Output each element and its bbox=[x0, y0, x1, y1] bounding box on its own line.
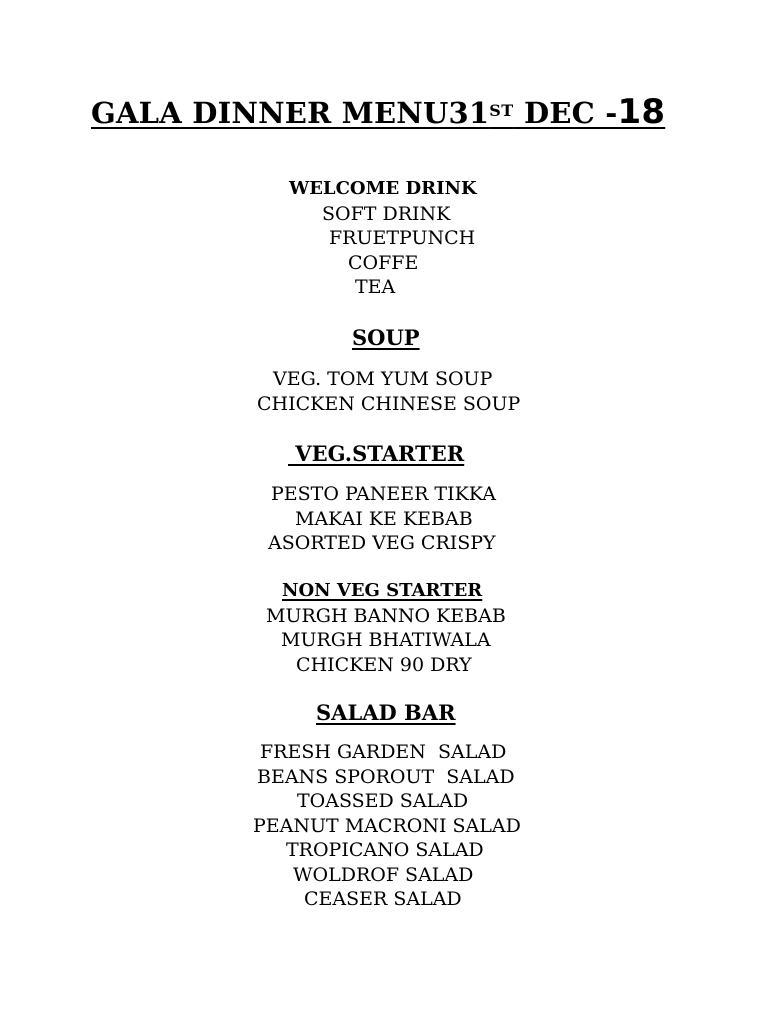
welcome-drink-section bbox=[0, 177, 768, 300]
non-veg-starter-item: CHICKEN 90 DRY bbox=[290, 653, 472, 676]
welcome-drink-item: FRUETPUNCH bbox=[329, 227, 476, 249]
soup-item: CHICKEN CHINESE SOUP bbox=[257, 392, 521, 415]
soup-heading: SOUP bbox=[352, 325, 420, 350]
salad-bar-item: BEANS SPOROUT SALAD bbox=[257, 765, 515, 788]
salad-bar-section bbox=[0, 700, 768, 912]
welcome-drink-item: COFFE bbox=[348, 251, 419, 274]
welcome-drink-heading: WELCOME DRINK bbox=[289, 178, 477, 199]
salad-bar-item: WOLDROF SALAD bbox=[293, 863, 474, 886]
veg-starter-item: MAKAI KE KEBAB bbox=[295, 507, 473, 530]
salad-bar-item: TROPICANO SALAD bbox=[286, 839, 484, 861]
non-veg-starter-item: MURGH BHATIWALA bbox=[281, 629, 491, 651]
title-main: GALA DINNER MENU31 bbox=[91, 96, 490, 130]
page-title bbox=[91, 92, 671, 133]
veg-starter-item: PESTO PANEER TIKKA bbox=[271, 483, 496, 505]
non-veg-starter-section bbox=[0, 579, 768, 677]
title-month: DEC - bbox=[513, 96, 618, 130]
soup-section bbox=[0, 325, 768, 416]
veg-starter-heading: VEG.STARTER bbox=[288, 441, 465, 466]
non-veg-starter-heading: NON VEG STARTER bbox=[282, 580, 483, 601]
welcome-drink-item: TEA bbox=[355, 276, 396, 298]
soup-item: VEG. TOM YUM SOUP bbox=[273, 368, 493, 390]
title-superscript: ST bbox=[489, 101, 514, 120]
veg-starter-section bbox=[0, 441, 768, 556]
salad-bar-item: FRESH GARDEN SALAD bbox=[260, 741, 507, 763]
salad-bar-heading: SALAD BAR bbox=[316, 700, 456, 725]
veg-starter-item: ASORTED VEG CRISPY bbox=[268, 532, 496, 554]
non-veg-starter-item: MURGH BANNO KEBAB bbox=[266, 604, 506, 627]
welcome-drink-item: SOFT DRINK bbox=[322, 202, 451, 225]
salad-bar-item: TOASSED SALAD bbox=[297, 790, 469, 812]
salad-bar-item: CEASER SALAD bbox=[304, 888, 462, 910]
salad-bar-item: PEANUT MACRONI SALAD bbox=[253, 814, 521, 837]
title-year: 18 bbox=[617, 92, 666, 132]
